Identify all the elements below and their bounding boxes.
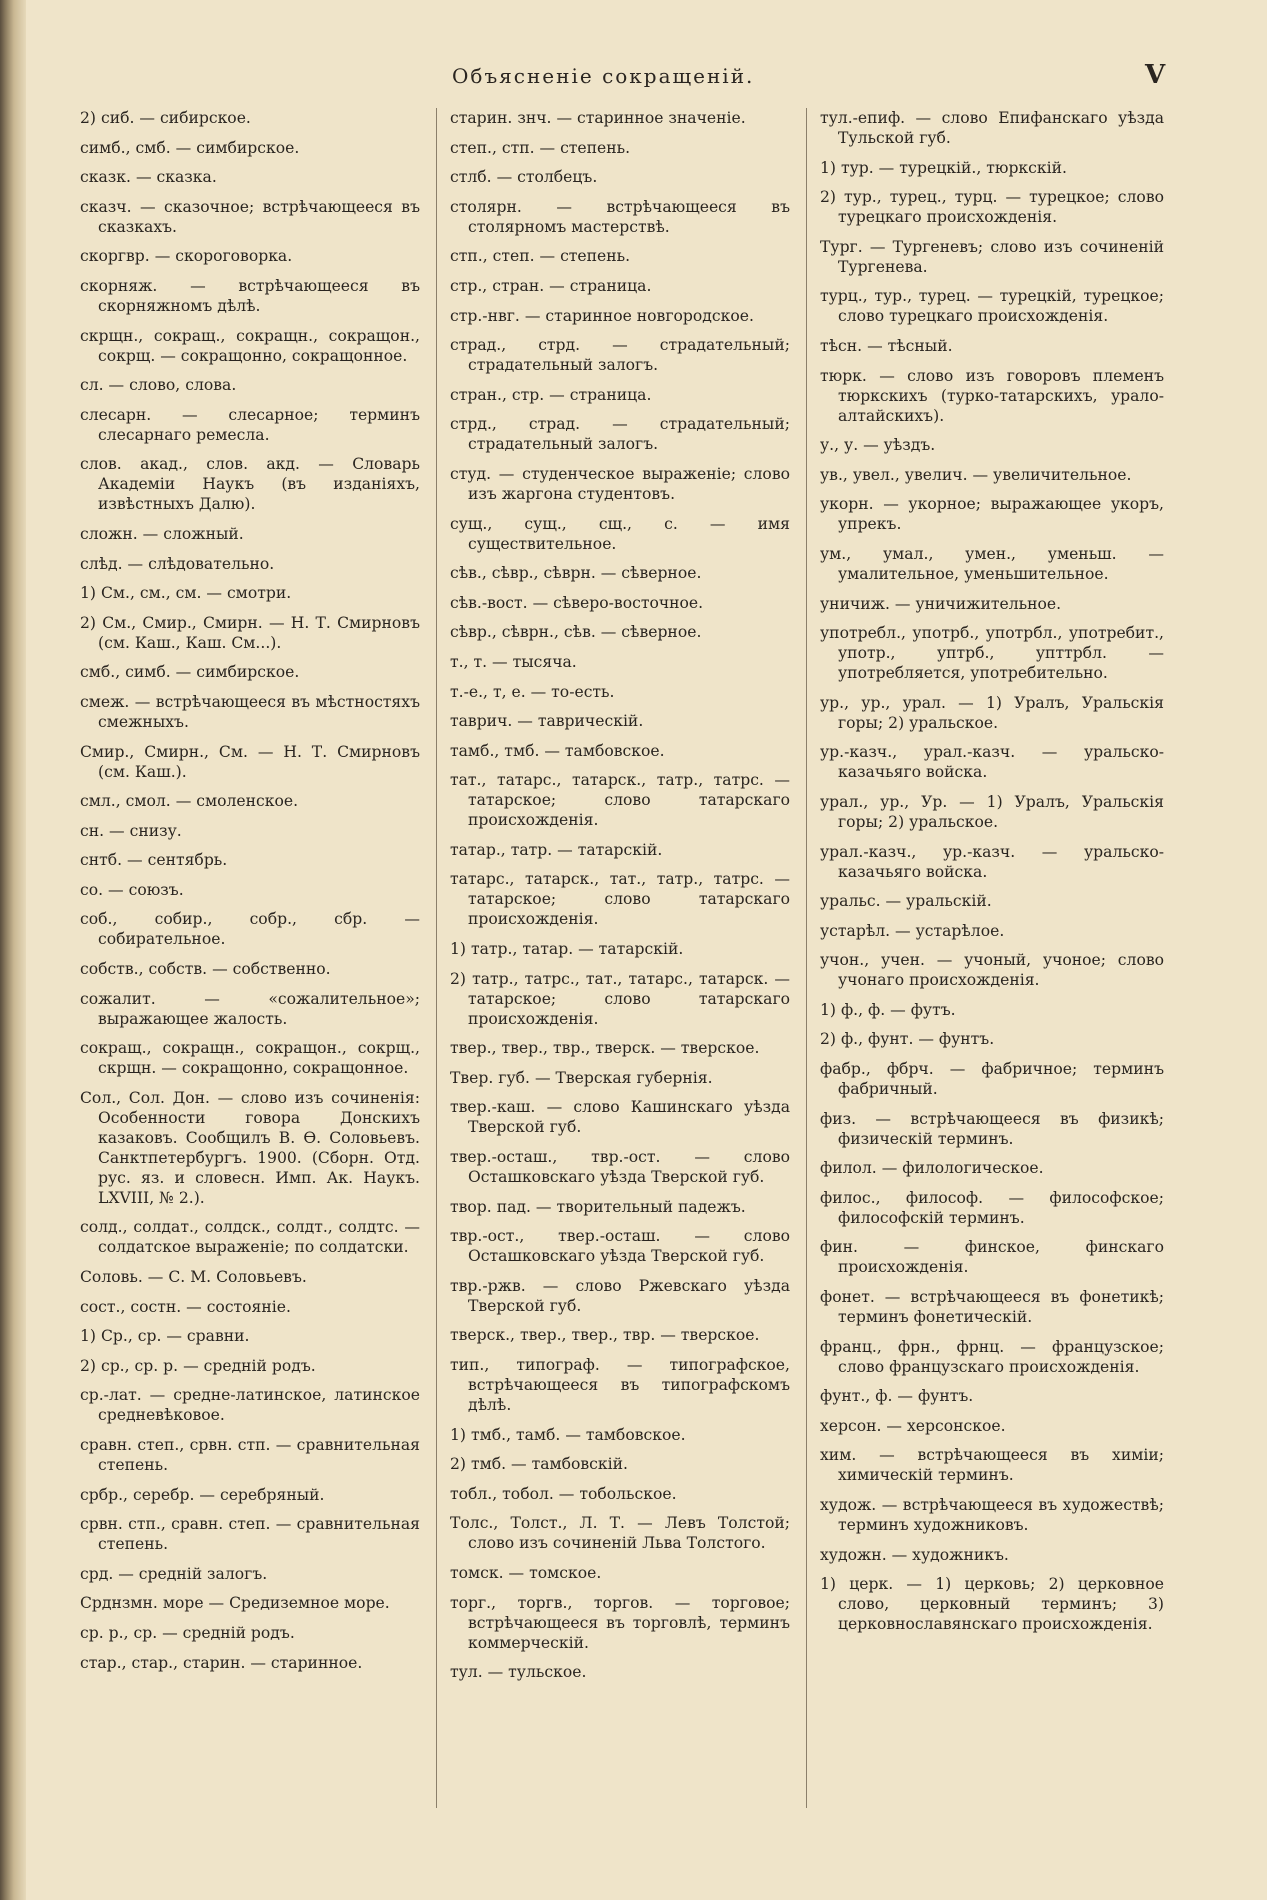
abbreviation-entry: франц., фрн., фрнц. — французское; слово французскаго происхожденія.: [820, 1337, 1164, 1376]
abbreviation-entry: сравн. степ., срвн. стп. — сравнительная степень.: [80, 1436, 420, 1474]
abbreviation-entry: твр.-ост., твер.-осташ. — слово Осташковскаго уѣзда Тверской губ.: [450, 1227, 790, 1266]
abbreviation-entry: симб., смб. — симбирское.: [80, 138, 300, 157]
abbreviation-entry: худож. — встрѣчающееся въ художествѣ; терминъ художниковъ.: [820, 1496, 1164, 1534]
abbreviation-entry: урал., ур., Ур. — 1) Уралъ, Уральскія горы; 2) уральское.: [820, 792, 1164, 831]
abbreviation-entry: 1) церк. — 1) церковь; 2) церковное слово, церковный терминъ; 3) церковнославянскаго происхожденія.: [820, 1575, 1164, 1634]
abbreviation-entry: сказк. — сказка.: [80, 168, 217, 187]
abbreviation-entry: фин. — финское, финскаго происхожденія.: [820, 1238, 1164, 1277]
abbreviation-entry: 2) татр., татрс., тат., татарс., татарск. — татарское; слово татарскаго происхожденія.: [450, 969, 790, 1028]
abbreviation-entry: сказч. — сказочное; встрѣчающееся въ сказкахъ.: [80, 197, 420, 236]
abbreviation-entry: солд., солдат., солдск., солдт., солдтс. — солдатское выраженіе; по солдатски.: [80, 1218, 420, 1257]
abbreviation-entry: твер.-осташ., твр.-ост. — слово Осташковскаго уѣзда Тверской губ.: [450, 1148, 790, 1187]
abbreviation-entry: томск. — томское.: [450, 1563, 602, 1582]
abbreviation-entry: ур.-казч., урал.-казч. — уральско-казачьяго войска.: [820, 743, 1164, 782]
abbreviation-entry: 2) ср., ср. р. — средній родъ.: [80, 1356, 316, 1375]
abbreviation-entry: 1) тур. — турецкій., тюркскій.: [820, 158, 1067, 177]
abbreviation-entry: 1) Ср., ср. — сравни.: [80, 1327, 250, 1346]
abbreviation-entry: Твер. губ. — Тверская губернія.: [450, 1068, 713, 1087]
abbreviation-entry: фабр., фбрч. — фабричное; терминъ фабричный.: [820, 1060, 1164, 1099]
abbreviation-entry: учон., учен. — учоный, учоное; слово учонаго происхожденія.: [820, 951, 1164, 990]
abbreviation-entry: фунт., ф. — фунтъ.: [820, 1387, 974, 1406]
abbreviation-entry: смб., симб. — симбирское.: [80, 663, 300, 682]
abbreviation-entry: тамб., тмб. — тамбовское.: [450, 741, 665, 760]
abbreviation-entry: србр., серебр. — серебряный.: [80, 1485, 325, 1504]
abbreviation-entry: 1) татр., татар. — татарскій.: [450, 940, 684, 959]
abbreviation-entry: твер., твер., твр., тверск. — тверское.: [450, 1039, 760, 1058]
abbreviation-entry: студ. — студенческое выраженіе; слово изъ жаргона студентовъ.: [450, 464, 790, 503]
column-left: [80, 108, 420, 1878]
abbreviation-entry: сост., состн. — состояніе.: [80, 1297, 291, 1316]
abbreviation-entry: фонет. — встрѣчающееся въ фонетикѣ; терминъ фонетическій.: [820, 1288, 1164, 1327]
abbreviation-entry: 2) ф., фунт. — фунтъ.: [820, 1030, 995, 1049]
abbreviation-entry: татар., татр. — татарскій.: [450, 840, 663, 859]
abbreviation-entry: смл., смол. — смоленское.: [80, 792, 299, 811]
abbreviation-entry: Смир., Смирн., См. — Н. Т. Смирновъ (см. Каш.).: [80, 742, 420, 781]
abbreviation-entry: сл. — слово, слова.: [80, 376, 237, 395]
abbreviation-entry: урал.-казч., ур.-казч. — уральско-казачьяго войска.: [820, 842, 1164, 881]
abbreviation-entry: уральс. — уральскій.: [820, 892, 992, 911]
abbreviation-entry: стран., стр. — страница.: [450, 385, 652, 404]
abbreviation-entry: 1) ф., ф. — футъ.: [820, 1000, 956, 1019]
abbreviation-entry: сѣв.-вост. — сѣверо-восточное.: [450, 593, 704, 612]
abbreviation-entry: ср. р., ср. — средній родъ.: [80, 1623, 295, 1642]
column-divider-right: [806, 108, 807, 1808]
abbreviation-entry: херсон. — херсонское.: [820, 1416, 1006, 1435]
abbreviation-entry: старин. знч. — старинное значеніе.: [450, 109, 746, 127]
abbreviation-entry: 2) сиб. — сибирское.: [80, 109, 251, 127]
abbreviation-entry: сѣвр., сѣврн., сѣв. — сѣверное.: [450, 623, 702, 642]
page-title: Объясненіе сокращеній.: [452, 64, 755, 88]
page-header: [0, 62, 1267, 92]
abbreviation-entry: страд., стрд. — страдательный; страдательный залогъ.: [450, 336, 790, 375]
abbreviation-entry: ум., умал., умен., уменьш. — умалительное, уменьшительное.: [820, 544, 1164, 583]
abbreviation-entry: 2) тур., турец., турц. — турецкое; слово турецкаго происхожденія.: [820, 188, 1164, 227]
abbreviation-entry: филол. — филологическое.: [820, 1159, 1044, 1178]
abbreviation-entry: сожалит. — «сожалительное»; выражающее жалость.: [80, 989, 420, 1028]
abbreviation-entry: стп., степ. — степень.: [450, 247, 631, 266]
abbreviation-entry: тобл., тобол. — тобольское.: [450, 1484, 677, 1503]
abbreviation-entry: скорняж. — встрѣчающееся въ скорняжномъ дѣлѣ.: [80, 276, 420, 315]
abbreviation-entry: стр., стран. — страница.: [450, 276, 652, 295]
abbreviation-entry: стар., стар., старин. — старинное.: [80, 1653, 363, 1672]
abbreviation-entry: сокращ., сокращн., сокращон., сокрщ., скрщн. — сокращонно, сокращонное.: [80, 1039, 420, 1078]
abbreviation-entry: 2) См., Смир., Смирн. — Н. Т. Смирновъ (см. Каш., Каш. См...).: [80, 613, 420, 652]
abbreviation-entry: ув., увел., увелич. — увеличительное.: [820, 465, 1132, 484]
abbreviation-entry: тул. — тульское.: [450, 1663, 587, 1682]
abbreviation-entry: уничиж. — уничижительное.: [820, 594, 1062, 613]
abbreviation-entry: тип., типограф. — типографское, встрѣчающееся въ типографскомъ дѣлѣ.: [450, 1356, 790, 1414]
abbreviation-entry: физ. — встрѣчающееся въ физикѣ; физическій терминъ.: [820, 1109, 1164, 1148]
column-right: [820, 108, 1164, 1878]
abbreviation-entry: сложн. — сложный.: [80, 524, 244, 543]
abbreviation-entry: тул.-епиф. — слово Епифанскаго уѣзда Тульской губ.: [820, 109, 1164, 147]
abbreviation-entry: турц., тур., турец. — турецкій, турецкое; слово турецкаго происхожденія.: [820, 287, 1164, 326]
abbreviation-entry: скоргвр. — скороговорка.: [80, 247, 293, 266]
abbreviation-entry: татарс., татарск., тат., татр., татрс. — татарское; слово татарскаго происхожденія.: [450, 870, 790, 929]
abbreviation-entry: скрщн., сокращ., сокращн., сокращон., сокрщ. — сокращонно, сокращонное.: [80, 326, 420, 365]
abbreviation-entry: степ., стп. — степень.: [450, 138, 631, 157]
abbreviation-entry: торг., торгв., торгов. — торговое; встрѣчающееся въ торговлѣ, терминъ коммерческій.: [450, 1593, 790, 1652]
abbreviation-entry: тат., татарс., татарск., татр., татрс. — татарское; слово татарскаго происхожденія.: [450, 771, 790, 830]
abbreviation-entry: 1) тмб., тамб. — тамбовское.: [450, 1425, 686, 1444]
abbreviation-entry: срд. — средній залогъ.: [80, 1564, 268, 1583]
abbreviation-entry: у., у. — уѣздъ.: [820, 436, 936, 455]
abbreviation-entry: соб., собир., собр., сбр. — собирательное.: [80, 910, 420, 949]
abbreviation-entry: укорн. — укорное; выражающее укоръ, упрекъ.: [820, 495, 1164, 534]
abbreviation-entry: срвн. стп., сравн. степ. — сравнительная степень.: [80, 1515, 420, 1554]
column-divider-left: [436, 108, 437, 1808]
book-spine-shadow: [0, 0, 26, 1900]
abbreviation-entry: употребл., употрб., употрбл., употребит., употр., уптрб., упттрбл. — употребляется, употребительно.: [820, 624, 1164, 683]
abbreviation-entry: т.-е., т, е. — то-есть.: [450, 682, 615, 701]
abbreviation-entry: 1) См., см., см. — смотри.: [80, 584, 292, 603]
abbreviation-entry: слесарн. — слесарное; терминъ слесарнаго ремесла.: [80, 405, 420, 444]
abbreviation-entry: смеж. — встрѣчающееся въ мѣстностяхъ смежныхъ.: [80, 692, 420, 731]
column-middle: [450, 108, 790, 1878]
abbreviation-entry: твр.-ржв. — слово Ржевскаго уѣзда Тверской губ.: [450, 1276, 790, 1315]
abbreviation-entry: тверск., твер., твер., твр. — тверское.: [450, 1326, 760, 1345]
abbreviation-entry: ср.-лат. — средне-латинское, латинское средневѣковое.: [80, 1386, 420, 1425]
abbreviation-entry: столярн. — встрѣчающееся въ столярномъ мастерствѣ.: [450, 197, 790, 236]
abbreviation-entry: ур., ур., урал. — 1) Уралъ, Уральскія горы; 2) уральское.: [820, 693, 1164, 732]
abbreviation-entry: художн. — художникъ.: [820, 1545, 1009, 1564]
abbreviation-entry: твер.-каш. — слово Кашинскаго уѣзда Тверской губ.: [450, 1098, 790, 1137]
abbreviation-entry: сѣв., сѣвр., сѣврн. — сѣверное.: [450, 564, 702, 583]
abbreviation-entry: сн. — снизу.: [80, 821, 182, 840]
abbreviation-entry: слѣд. — слѣдовательно.: [80, 554, 275, 573]
abbreviation-entry: слов. акад., слов. акд. — Словарь Академіи Наукъ (въ изданіяхъ, извѣстныхъ Далю).: [80, 455, 420, 514]
abbreviation-entry: таврич. — таврическій.: [450, 712, 644, 731]
abbreviation-entry: Соловь. — С. М. Соловьевъ.: [80, 1268, 307, 1287]
abbreviation-entry: снтб. — сентябрь.: [80, 851, 228, 870]
abbreviation-entry: Срднзмн. море — Средиземное море.: [80, 1594, 390, 1613]
abbreviation-entry: хим. — встрѣчающееся въ химіи; химическій терминъ.: [820, 1446, 1164, 1485]
abbreviation-entry: сущ., сущ., сщ., с. — имя существительное.: [450, 514, 790, 553]
abbreviation-entry: Сол., Сол. Дон. — слово изъ сочиненія: Особенности говора Донскихъ казаковъ. Сообщилъ В. Ѳ. Соловьевъ. Санктпетербургъ. 1900. (Сборн. Отд. рус. яз. и словесн. Имп. Ак. Наукъ. LXVIII, № 2.).: [80, 1088, 420, 1207]
abbreviation-entry: твор. пад. — творительный падежъ.: [450, 1197, 746, 1216]
abbreviation-entry: Тург. — Тургеневъ; слово изъ сочиненій Тургенева.: [820, 237, 1164, 276]
abbreviation-entry: со. — союзъ.: [80, 880, 184, 899]
abbreviation-entry: стр.-нвг. — старинное новгородское.: [450, 306, 754, 325]
abbreviation-entry: филос., философ. — философское; философскій терминъ.: [820, 1188, 1164, 1227]
abbreviation-entry: устарѣл. — устарѣлое.: [820, 921, 1005, 940]
abbreviation-entry: тѣсн. — тѣсный.: [820, 336, 953, 355]
abbreviation-entry: собств., собств. — собственно.: [80, 960, 331, 979]
abbreviation-entry: тюрк. — слово изъ говоровъ племенъ тюркскихъ (турко-татарскихъ, урало-алтайскихъ).: [820, 366, 1164, 425]
page-number: V: [1145, 60, 1166, 90]
abbreviation-entry: стрд., страд. — страдательный; страдательный залогъ.: [450, 415, 790, 454]
abbreviation-entry: 2) тмб. — тамбовскій.: [450, 1455, 628, 1474]
abbreviation-entry: стлб. — столбецъ.: [450, 168, 598, 187]
abbreviation-entry: т., т. — тысяча.: [450, 652, 577, 671]
abbreviation-entry: Толс., Толст., Л. Т. — Левъ Толстой; слово изъ сочиненій Льва Толстого.: [450, 1514, 790, 1553]
